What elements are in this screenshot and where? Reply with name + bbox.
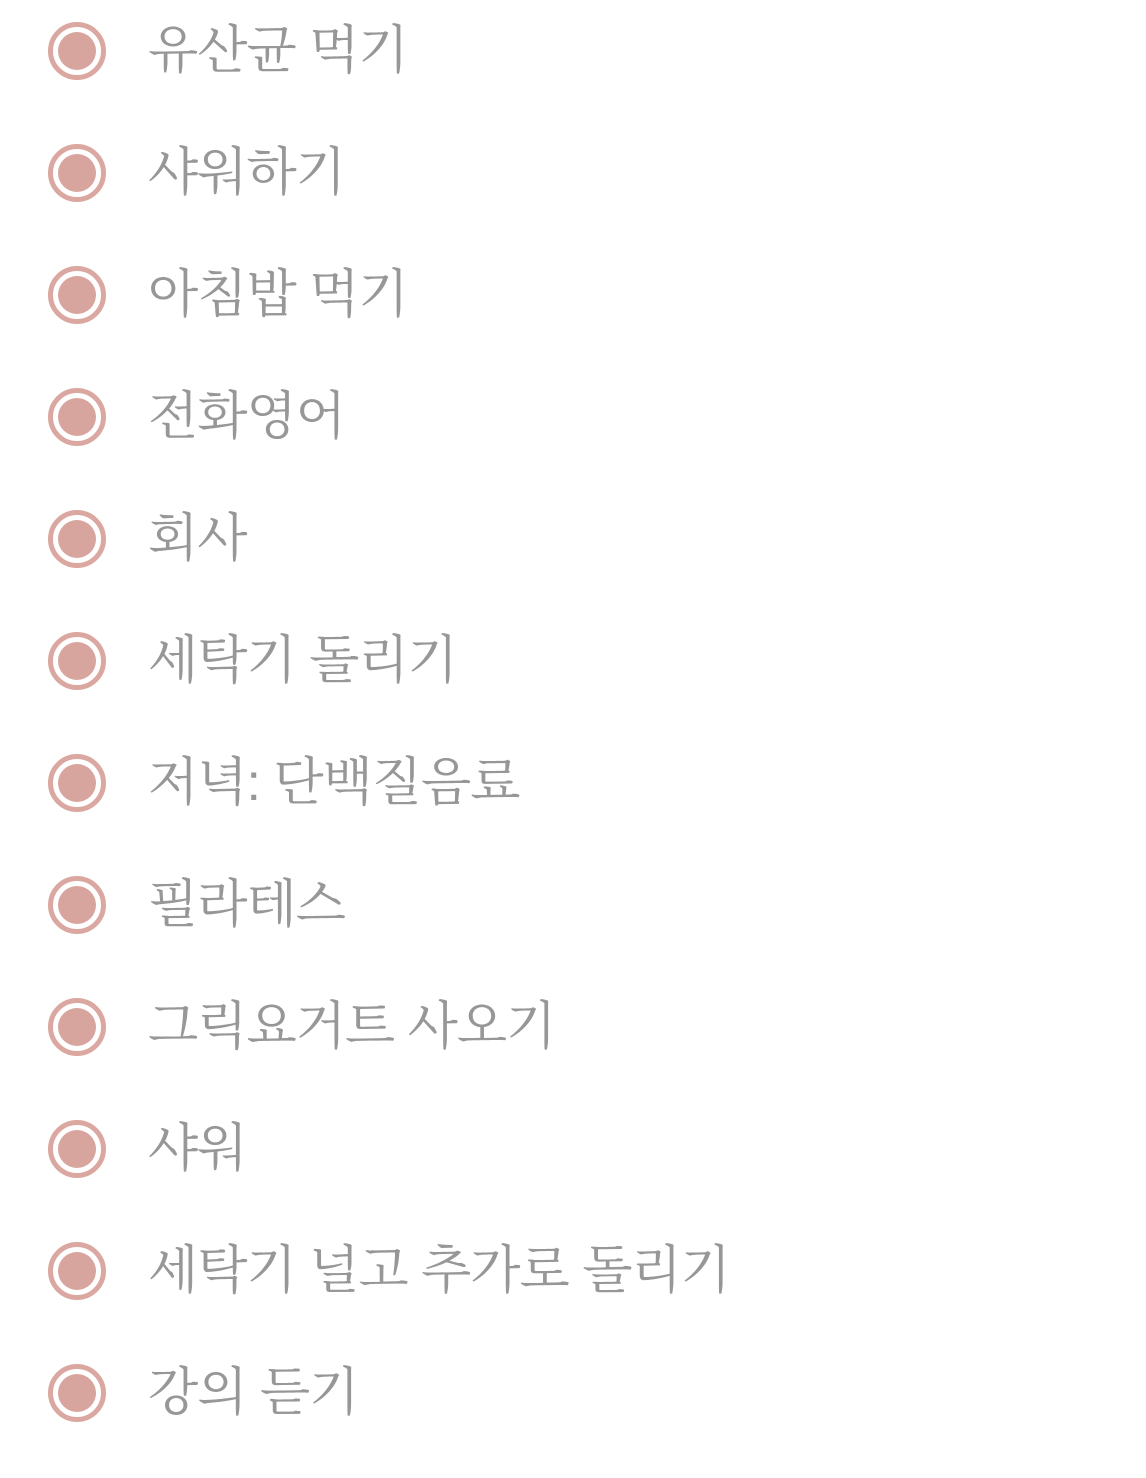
todo-item[interactable] xyxy=(48,266,1146,324)
todo-item[interactable] xyxy=(48,1364,1146,1422)
todo-item[interactable] xyxy=(48,1242,1146,1300)
checkbox-fill xyxy=(58,886,96,924)
checkbox-fill xyxy=(58,520,96,558)
checkbox-circle-icon[interactable] xyxy=(48,1120,106,1178)
todo-item[interactable] xyxy=(48,22,1146,80)
checkbox-circle-icon[interactable] xyxy=(48,22,106,80)
todo-item-label: 저녁: 단백질음료 xyxy=(148,753,520,812)
todo-item-label: 그릭요거트 사오기 xyxy=(148,997,556,1056)
todo-item-label: 강의 듣기 xyxy=(148,1363,359,1422)
checkbox-circle-icon[interactable] xyxy=(48,1364,106,1422)
todo-item[interactable] xyxy=(48,998,1146,1056)
todo-item[interactable] xyxy=(48,632,1146,690)
checkbox-fill xyxy=(58,1008,96,1046)
checkbox-fill xyxy=(58,1130,96,1168)
todo-item[interactable] xyxy=(48,876,1146,934)
checkbox-circle-icon[interactable] xyxy=(48,1242,106,1300)
todo-item-label: 아침밥 먹기 xyxy=(148,265,408,324)
checkbox-fill xyxy=(58,32,96,70)
todo-item-label: 회사 xyxy=(148,509,247,568)
todo-item[interactable] xyxy=(48,144,1146,202)
todo-item-label: 샤워하기 xyxy=(148,143,345,202)
checkbox-circle-icon[interactable] xyxy=(48,388,106,446)
todo-item[interactable] xyxy=(48,388,1146,446)
todo-item-label: 세탁기 널고 추가로 돌리기 xyxy=(148,1241,730,1300)
checkbox-fill xyxy=(58,1252,96,1290)
checkbox-circle-icon[interactable] xyxy=(48,144,106,202)
checkbox-circle-icon[interactable] xyxy=(48,754,106,812)
checkbox-fill xyxy=(58,642,96,680)
checkbox-circle-icon[interactable] xyxy=(48,998,106,1056)
checkbox-circle-icon[interactable] xyxy=(48,632,106,690)
checkbox-fill xyxy=(58,398,96,436)
checkbox-circle-icon[interactable] xyxy=(48,266,106,324)
checkbox-fill xyxy=(58,1374,96,1412)
todo-item-label: 필라테스 xyxy=(148,875,345,934)
todo-item[interactable] xyxy=(48,1120,1146,1178)
todo-item-label: 샤워 xyxy=(148,1119,247,1178)
checkbox-fill xyxy=(58,764,96,802)
checkbox-circle-icon[interactable] xyxy=(48,876,106,934)
todo-item-label: 유산균 먹기 xyxy=(148,21,408,80)
checkbox-fill xyxy=(58,154,96,192)
todo-item-label: 전화영어 xyxy=(148,387,345,446)
todo-item-label: 세탁기 돌리기 xyxy=(148,631,457,690)
checkbox-fill xyxy=(58,276,96,314)
checkbox-circle-icon[interactable] xyxy=(48,510,106,568)
todo-item[interactable] xyxy=(48,754,1146,812)
todo-item[interactable] xyxy=(48,510,1146,568)
